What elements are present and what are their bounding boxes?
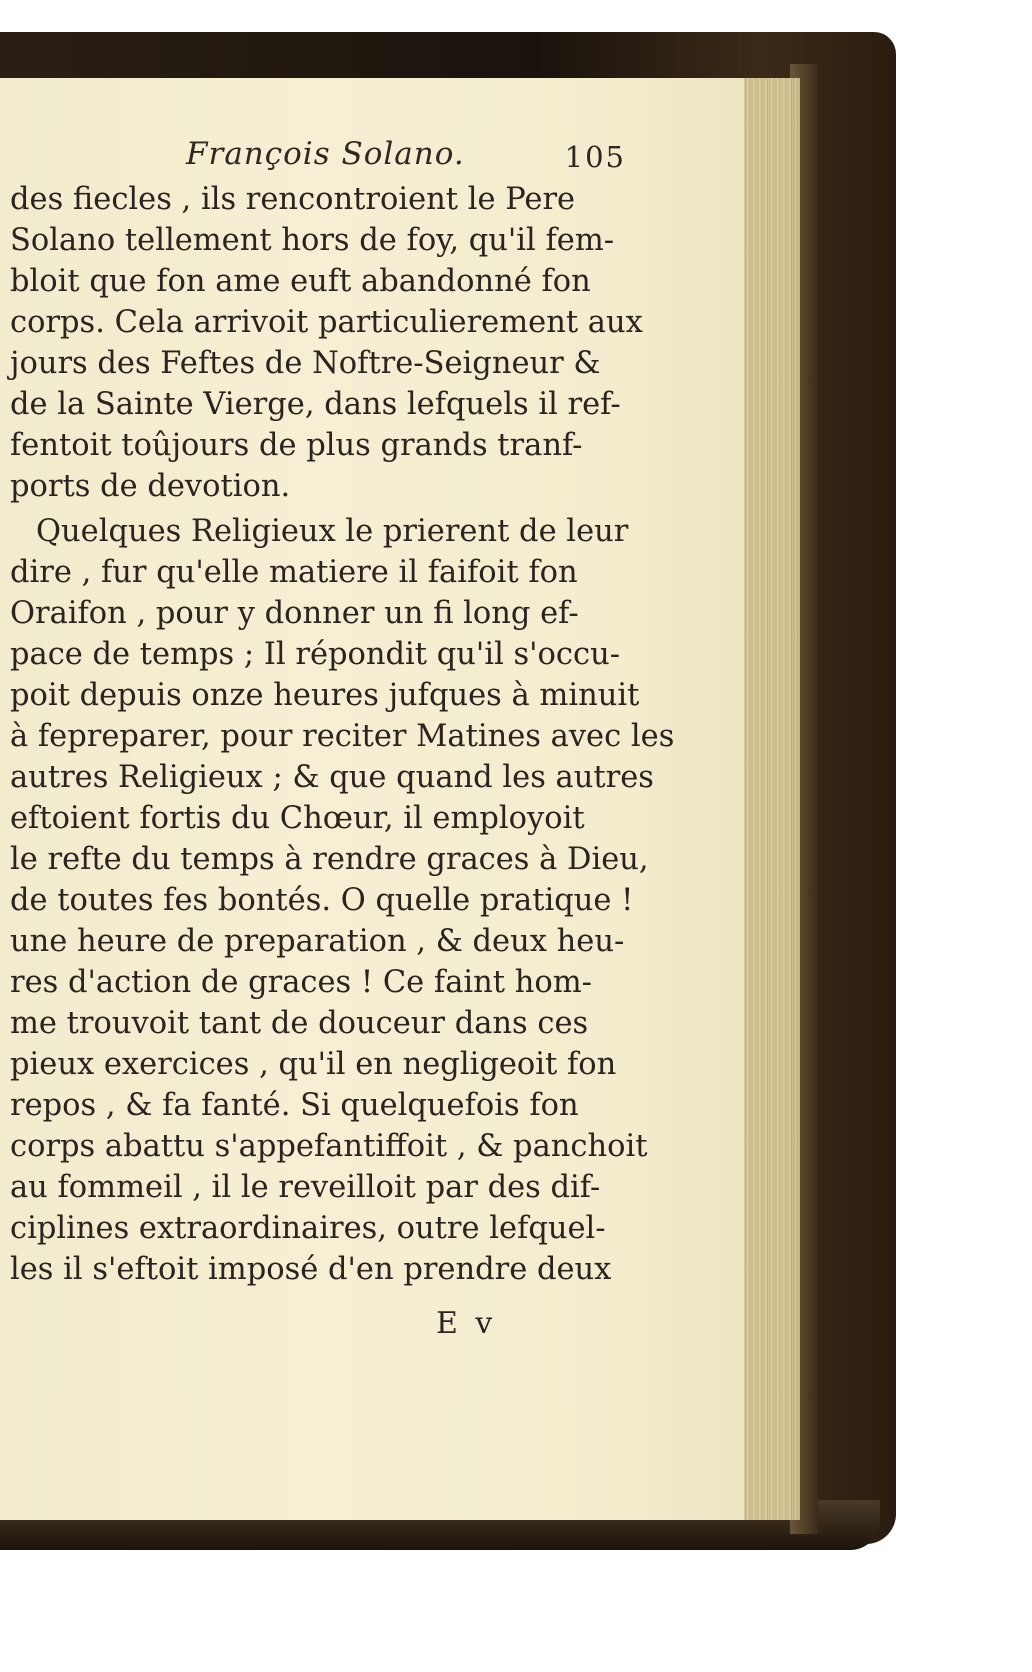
text-line: Oraifon , pour y donner un fi long ef- <box>10 596 579 631</box>
signature-mark: E v <box>436 1306 497 1341</box>
text-line: me trouvoit tant de douceur dans ces <box>10 1006 589 1041</box>
text-line: Solano tellement hors de foy, qu'il fem- <box>10 223 615 258</box>
page-number: 105 <box>564 140 626 174</box>
text-line: une heure de preparation , & deux heu- <box>10 924 625 959</box>
text-line: de toutes fes bontés. O quelle pratique ! <box>10 883 634 918</box>
text-line: pace de temps ; Il répondit qu'il s'occu- <box>10 637 621 672</box>
text-line: les il s'eftoit imposé d'en prendre deux <box>10 1252 612 1287</box>
text-line: à fepreparer, pour reciter Matines avec les <box>10 719 675 754</box>
text-line: dire , fur qu'elle matiere il faifoit fon <box>10 555 578 590</box>
text-line: repos , & fa fanté. Si quelquefois fon <box>10 1088 579 1123</box>
text-line: de la Sainte Vierge, dans lefquels il ref- <box>10 387 621 422</box>
text-line: poit depuis onze heures jufques à minuit <box>10 678 640 713</box>
running-head: François Solano. <box>186 136 465 172</box>
text-line: bloit que fon ame euft abandonné fon <box>10 264 591 299</box>
text-line: jours des Feftes de Noftre-Seigneur & <box>10 346 601 381</box>
page-header <box>186 136 626 180</box>
text-line: le refte du temps à rendre graces à Dieu, <box>10 842 649 877</box>
text-line: fentoit toûjours de plus grands tranf- <box>10 428 583 463</box>
text-line: pieux exercices , qu'il en negligeoit fon <box>10 1047 617 1082</box>
text-line: corps abattu s'appefantiffoit , & panchoit <box>10 1129 648 1164</box>
text-line: autres Religieux ; & que quand les autres <box>10 760 654 795</box>
text-line: res d'action de graces ! Ce faint hom- <box>10 965 592 1000</box>
page-fore-edge <box>744 78 800 1520</box>
text-line: des fiecles , ils rencontroient le Pere <box>10 182 576 217</box>
text-line: corps. Cela arrivoit particulierement aux <box>10 305 643 340</box>
text-line: au fommeil , il le reveilloit par des dif- <box>10 1170 601 1205</box>
text-line: ciplines extraordinaires, outre lefquel- <box>10 1211 606 1246</box>
text-line: Quelques Religieux le prierent de leur <box>36 514 629 549</box>
text-line: eftoient fortis du Chœur, il employoit <box>10 801 585 836</box>
text-line: ports de devotion. <box>10 469 291 504</box>
